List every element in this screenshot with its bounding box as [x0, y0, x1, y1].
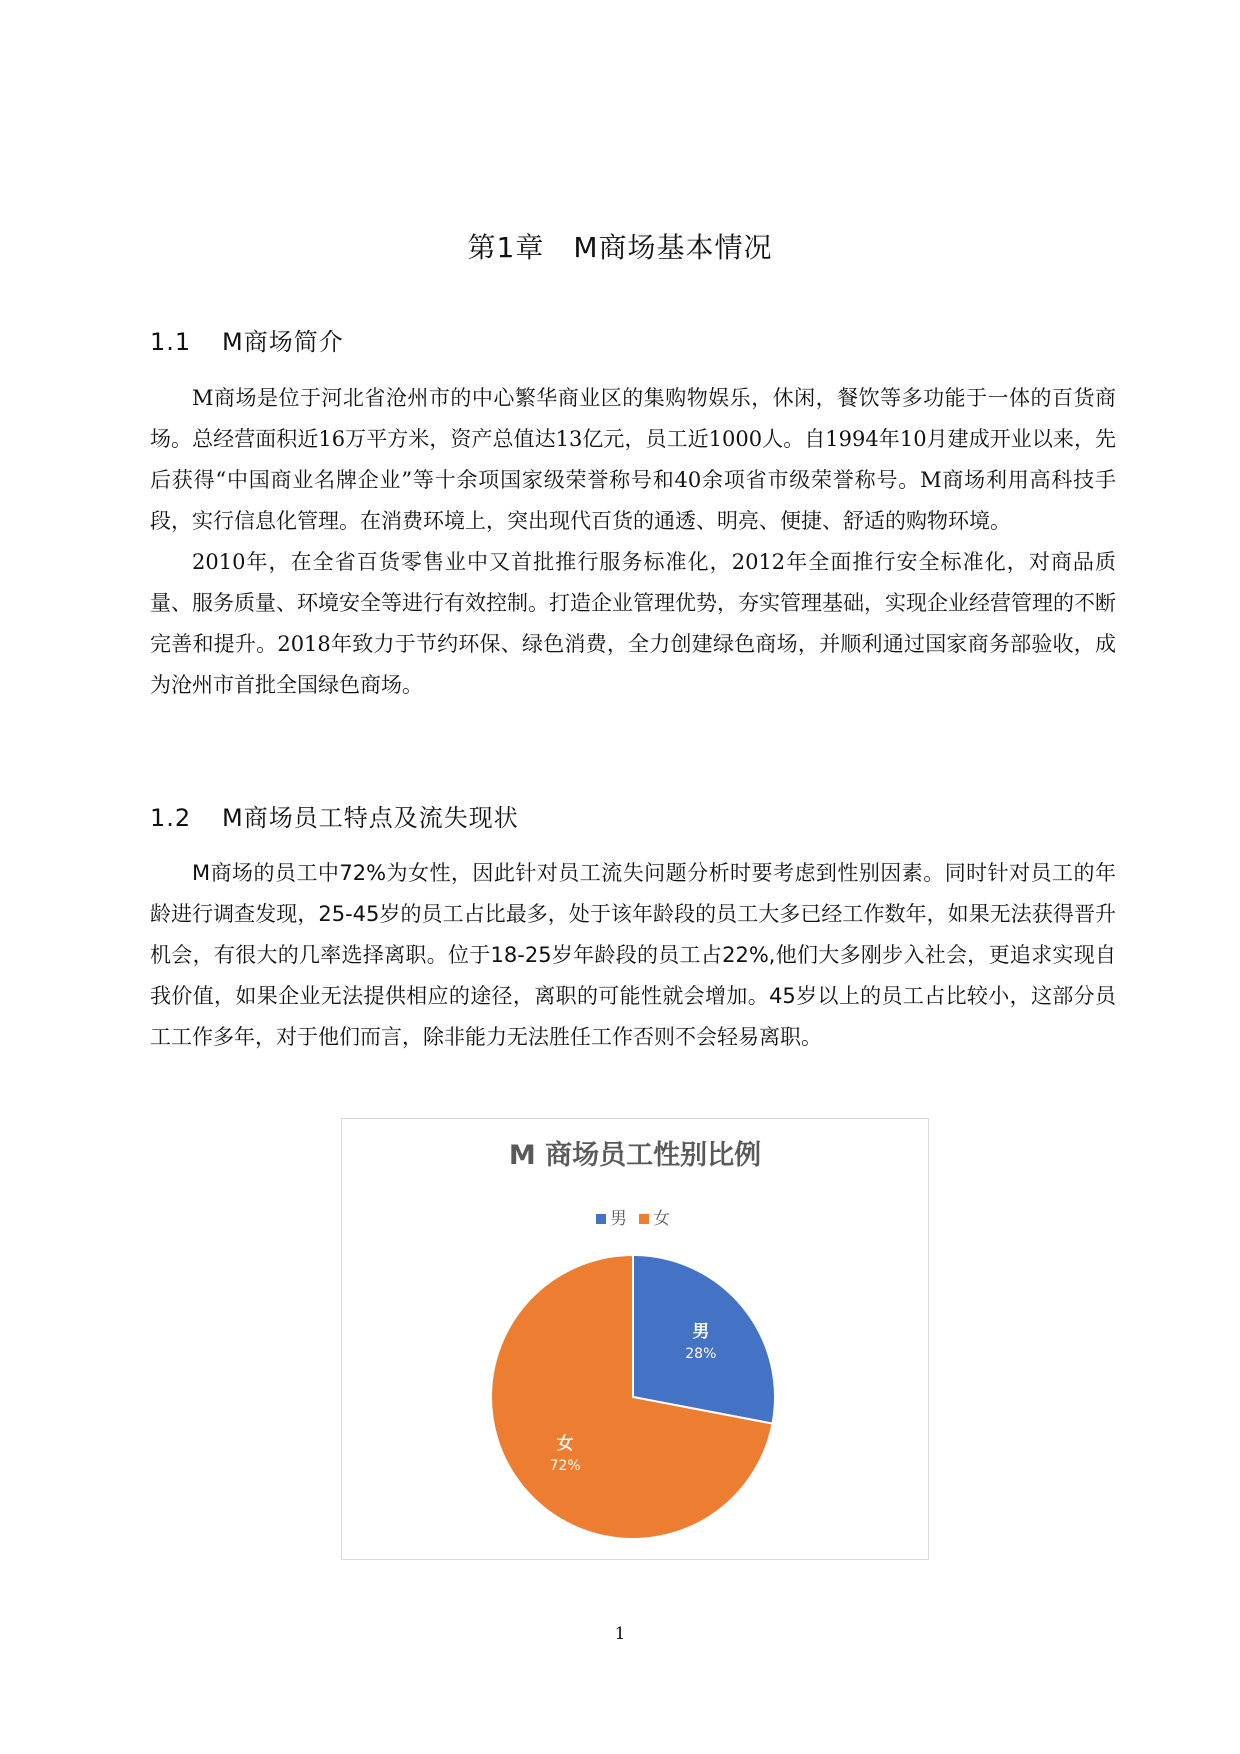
section-title: M商场员工特点及流失现状 [222, 804, 519, 832]
slice-category-label: 男 [692, 1321, 710, 1342]
chapter-title: 第1章 M商场基本情况 [467, 231, 773, 264]
pie-chart [341, 1118, 929, 1560]
section-heading-1-2 [150, 800, 1110, 836]
legend-label: 男 [610, 1209, 627, 1229]
legend-label: 女 [653, 1209, 670, 1229]
pie-slices [491, 1255, 775, 1539]
chart-legend [596, 1209, 670, 1229]
page-number: 1 [614, 1624, 626, 1644]
section-title: M商场简介 [222, 328, 344, 356]
slice-percent-label: 28% [685, 1345, 717, 1362]
section-number: 1.2 [150, 804, 192, 832]
section-heading-1-1 [150, 324, 1110, 360]
legend-swatch [639, 1214, 649, 1224]
chart-title: M 商场员工性别比例 [508, 1140, 762, 1171]
legend-swatch [596, 1214, 606, 1224]
paragraph: M商场的员工中72%为女性，因此针对员工流失问题分析时要考虑到性别因素。同时针对员工的年龄进行调查发现，25-45岁的员工占比最多，处于该年龄段的员工大多已经工作数年，如果无法获得晋升机会，有很大的几率选择离职。位于18-25岁年龄段的员工占22%,他们大多刚步入社会，更追求实现自我价值，如果企业无法提供相应的途径，离职的可能性就会增加。45岁以上的员工占比较小，这部分员工工作多年，对于他们而言，除非能力无法胜任工作否则不会轻易离职。 [150, 861, 1116, 1049]
paragraph: 2010年，在全省百货零售业中又首批推行服务标准化，2012年全面推行安全标准化，对商品质量、服务质量、环境安全等进行有效控制。打造企业管理优势，夯实管理基础，实现企业经营管理的不断完善和提升。2018年致力于节约环保、绿色消费，全力创建绿色商场，并顺利通过国家商务部验收，成为沧州市首批全国绿色商场。 [150, 550, 1116, 697]
section-number: 1.1 [150, 328, 192, 356]
section-1-2-body [150, 853, 1116, 1058]
section-1-1-body [150, 378, 1116, 706]
slice-percent-label: 72% [549, 1458, 581, 1475]
slice-category-label: 女 [556, 1434, 574, 1455]
pie-chart-svg [342, 1119, 928, 1559]
paragraph: M商场是位于河北省沧州市的中心繁华商业区的集购物娱乐，休闲，餐饮等多功能于一体的百货商场。总经营面积近16万平方米，资产总值达13亿元，员工近1000人。自1994年10月建成开业以来，先后获得“中国商业名牌企业”等十余项国家级荣誉称号和40余项省市级荣誉称号。M商场利用高科技手段，实行信息化管理。在消费环境上，突出现代百货的通透、明亮、便捷、舒适的购物环境。 [150, 386, 1116, 533]
